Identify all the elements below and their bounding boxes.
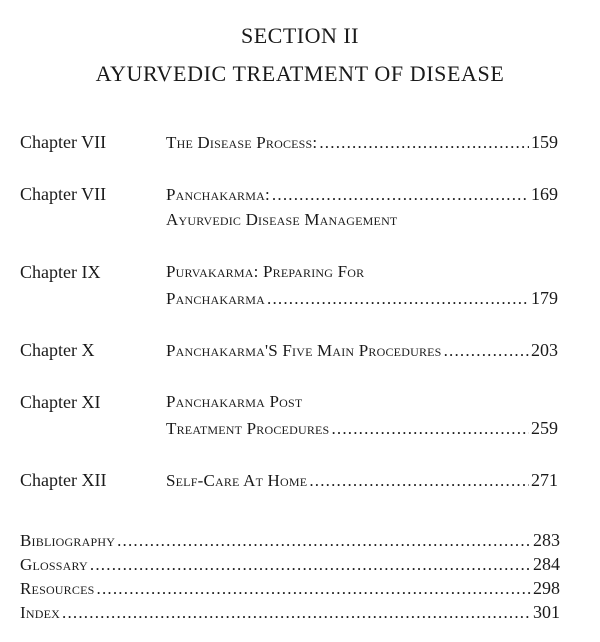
chapter-number: Chapter IX (20, 262, 101, 282)
page-number: 169 (531, 184, 558, 204)
dot-leader (62, 601, 531, 625)
chapter-title: Self-Care At Home (166, 471, 308, 490)
chapter-subtitle: Treatment Procedures (166, 419, 330, 438)
chapter-number: Chapter XI (20, 392, 101, 412)
page-number: 284 (533, 554, 560, 574)
dot-leader (90, 553, 531, 577)
page-number: 298 (533, 578, 560, 598)
page-number: 203 (531, 340, 558, 360)
back-matter-title: Resources (20, 579, 95, 598)
back-matter-title: Index (20, 603, 60, 622)
dot-leader (272, 182, 529, 208)
back-matter-title: Glossary (20, 555, 88, 574)
dot-leader (309, 468, 529, 494)
list-item (20, 576, 560, 600)
dot-leader (97, 577, 532, 601)
back-matter-list (20, 528, 560, 624)
chapter-number: Chapter X (20, 340, 95, 360)
page-number: 271 (531, 470, 558, 490)
chapter-title: Panchakarma'S Five Main Procedures (166, 341, 442, 360)
chapter-title: Panchakarma Post (166, 392, 303, 411)
dot-leader (267, 286, 529, 312)
dot-leader (319, 130, 529, 156)
chapter-subtitle: Ayurvedic Disease Management (166, 210, 398, 229)
section-label: SECTION II (240, 23, 360, 48)
dot-leader (331, 416, 529, 442)
list-item (20, 528, 560, 552)
chapter-title: The Disease Process: (166, 133, 318, 152)
chapter-title: Purvakarma: Preparing For (166, 262, 365, 281)
chapter-subtitle: Panchakarma (166, 289, 265, 308)
list-item (20, 552, 560, 576)
chapter-number: Chapter XII (20, 470, 107, 490)
list-item (20, 600, 560, 624)
page-number: 283 (533, 530, 560, 550)
dot-leader (444, 338, 529, 364)
page-number: 301 (533, 602, 560, 622)
page-number: 259 (531, 418, 558, 438)
chapter-title: Panchakarma: (166, 185, 270, 204)
chapter-number: Chapter VII (20, 132, 107, 152)
back-matter-title: Bibliography (20, 531, 116, 550)
page-number: 159 (531, 132, 558, 152)
page-number: 179 (531, 288, 558, 308)
chapter-number: Chapter VII (20, 184, 107, 204)
dot-leader (117, 529, 531, 553)
section-title: AYURVEDIC TREATMENT OF DISEASE (95, 61, 505, 86)
